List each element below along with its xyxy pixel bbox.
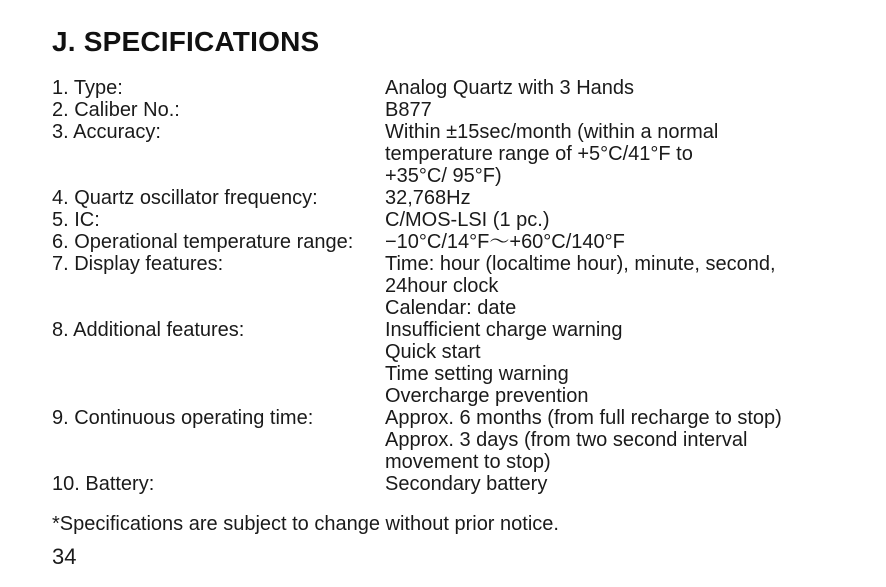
spec-value-line: Within ±15sec/month (within a normal — [385, 121, 719, 143]
spec-label: 10. Battery: — [52, 473, 155, 495]
spec-value-line: 24hour clock — [385, 275, 499, 297]
spec-row — [52, 473, 852, 495]
spec-label: 6. Operational temperature range: — [52, 231, 354, 253]
spec-value — [385, 77, 852, 99]
spec-value — [385, 187, 852, 209]
spec-value — [385, 121, 852, 187]
spec-value — [385, 473, 852, 495]
spec-value-line: Overcharge prevention — [385, 385, 589, 407]
spec-row — [52, 319, 852, 407]
spec-row — [52, 407, 852, 473]
spec-row — [52, 99, 852, 121]
spec-row — [52, 253, 852, 319]
spec-value-line: 32,768Hz — [385, 187, 471, 209]
spec-value-line: B877 — [385, 99, 432, 121]
spec-value-line: +35°C/ 95°F) — [385, 165, 502, 187]
disclaimer-note: *Specifications are subject to change without prior notice. — [52, 513, 559, 535]
spec-row — [52, 231, 852, 253]
spec-label: 3. Accuracy: — [52, 121, 161, 143]
spec-value-line: −10°C/14°F〜+60°C/140°F — [385, 231, 625, 253]
spec-value-line: Analog Quartz with 3 Hands — [385, 77, 635, 99]
spec-value — [385, 319, 852, 407]
spec-value-line: Quick start — [385, 341, 481, 363]
spec-label: 1. Type: — [52, 77, 123, 99]
spec-value-line: Secondary battery — [385, 473, 548, 495]
specifications-list — [52, 77, 852, 495]
spec-label: 9. Continuous operating time: — [52, 407, 314, 429]
spec-value-line: C/MOS-LSI (1 pc.) — [385, 209, 550, 231]
spec-value — [385, 99, 852, 121]
spec-label: 8. Additional features: — [52, 319, 245, 341]
spec-row — [52, 209, 852, 231]
spec-label: 5. IC: — [52, 209, 100, 231]
page-number: 34 — [52, 544, 77, 569]
spec-value-line: Insufficient charge warning — [385, 319, 623, 341]
spec-value-line: temperature range of +5°C/41°F to — [385, 143, 693, 165]
spec-row — [52, 77, 852, 99]
spec-label: 2. Caliber No.: — [52, 99, 180, 121]
spec-value-line: Time setting warning — [385, 363, 569, 385]
spec-value-line: movement to stop) — [385, 451, 551, 473]
section-title: J. SPECIFICATIONS — [52, 26, 320, 57]
spec-value — [385, 231, 852, 253]
spec-label: 7. Display features: — [52, 253, 224, 275]
spec-label: 4. Quartz oscillator frequency: — [52, 187, 318, 209]
spec-value-line: Calendar: date — [385, 297, 517, 319]
spec-row — [52, 187, 852, 209]
spec-value — [385, 209, 852, 231]
spec-value-line: Time: hour (localtime hour), minute, second, — [385, 253, 776, 275]
spec-value-line: Approx. 3 days (from two second interval — [385, 429, 748, 451]
spec-value-line: Approx. 6 months (from full recharge to stop) — [385, 407, 782, 429]
spec-value — [385, 253, 852, 319]
spec-row — [52, 121, 852, 187]
spec-value — [385, 407, 852, 473]
